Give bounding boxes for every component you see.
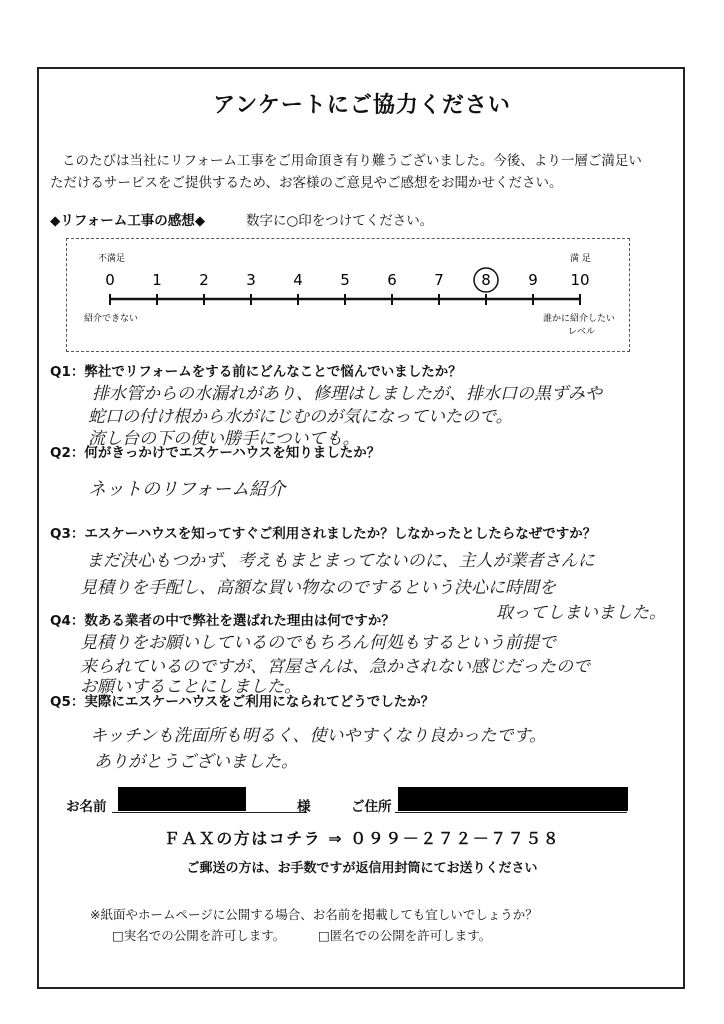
scale-number-10: 10: [570, 271, 590, 289]
answer-1-line-2: 蛇口の付け根から水がにじむのが気になっていたので。: [88, 407, 513, 427]
section-instruction: 数字に○印をつけてください。: [246, 213, 434, 229]
scale-number-5: 5: [340, 271, 350, 289]
scale-bottom-left: 紹介できない: [84, 314, 139, 324]
question-2: Q2：何がきっかけでエスケーハウスを知りましたか？: [50, 445, 381, 461]
scale-number-2: 2: [199, 271, 209, 289]
answer-1-line-3: 流し台の下の使い勝手についても。: [88, 429, 360, 449]
publish-question: ※紙面やホームページに公開する場合、お名前を掲載しても宜しいでしょうか？: [90, 907, 538, 922]
question-3: Q3：エスケーハウスを知ってすぐご利用されましたか？しなかったとしたらなぜですか？: [50, 526, 597, 542]
scale-right-label: 満 足: [570, 254, 591, 264]
sama-label: 様: [297, 799, 311, 815]
name-underline: [112, 812, 307, 813]
scale-number-4: 4: [293, 271, 303, 289]
scale-number-9: 9: [528, 271, 538, 289]
answer-4-line-2: 来られているのですが、宮屋さんは、急かされない感じだったので: [80, 657, 590, 677]
address-redaction: [398, 787, 628, 811]
scale-bottom-right-1: 誰かに紹介したい: [542, 314, 615, 324]
scale-bottom-right-2: レベル: [567, 327, 595, 337]
question-1: Q1：弊社でリフォームをする前にどんなことで悩んでいましたか？: [50, 364, 462, 380]
fax-line: ＦＡＸの方はコチラ ⇒ ０９９－２７２－７７５８: [163, 829, 561, 848]
address-label: ご住所: [351, 799, 392, 815]
intro-line-1: このたびは当社にリフォーム工事をご用命頂き有り難うございました。今後、より一層ご満足い: [62, 153, 642, 169]
scale-left-label: 不満足: [98, 254, 126, 264]
answer-1-line-1: 排水管からの水漏れがあり、修理はしましたが、排水口の黒ずみや: [92, 384, 602, 404]
name-label: お名前: [66, 799, 107, 815]
answer-5-line-2: ありがとうございました。: [94, 752, 298, 772]
answer-4-line-1: 見積りをお願いしているのでもちろん何処もするという前提で: [80, 633, 556, 653]
scale-number-0: 0: [105, 271, 115, 289]
option-anonymous[interactable]: □匿名での公開を許可します。: [318, 928, 492, 943]
answer-3-line-2: 見積りを手配し、高額な買い物なのでするという決心に時間を: [80, 578, 556, 598]
answer-3-line-3: 取ってしまいました。: [496, 603, 666, 623]
scale-number-1: 1: [152, 271, 162, 289]
scale-number-8: 8: [481, 271, 491, 289]
answer-4-line-3: お願いすることにしました。: [80, 677, 301, 697]
question-5: Q5：実際にエスケーハウスをご利用になられてどうでしたか？: [50, 694, 435, 710]
answer-3-line-1: まだ決心もつかず、考えもまとまってないのに、主人が業者さんに: [86, 551, 595, 571]
name-redaction: [118, 787, 246, 811]
scale-svg: [67, 239, 631, 353]
intro-line-2: ただけるサービスをご提供するため、お客様のご意見やご感想をお聞かせください。: [50, 175, 563, 191]
survey-title: アンケートにご協力ください: [213, 93, 511, 118]
rating-scale: [66, 238, 630, 352]
mail-note: ご郵送の方は、お手数ですが返信用封筒にてお送りください: [186, 861, 538, 876]
section-heading: ◆リフォーム工事の感想◆: [50, 213, 206, 229]
scale-number-3: 3: [246, 271, 256, 289]
question-4: Q4：数ある業者の中で弊社を選ばれた理由は何ですか？: [50, 613, 395, 629]
scale-number-6: 6: [387, 271, 397, 289]
answer-5-line-1: キッチンも洗面所も明るく、使いやすくなり良かったです。: [90, 726, 547, 746]
scale-number-7: 7: [434, 271, 444, 289]
option-real-name[interactable]: □実名での公開を許可します。: [112, 928, 286, 943]
answer-2-line-1: ネットのリフォーム紹介: [88, 479, 286, 500]
address-underline: [395, 812, 627, 813]
